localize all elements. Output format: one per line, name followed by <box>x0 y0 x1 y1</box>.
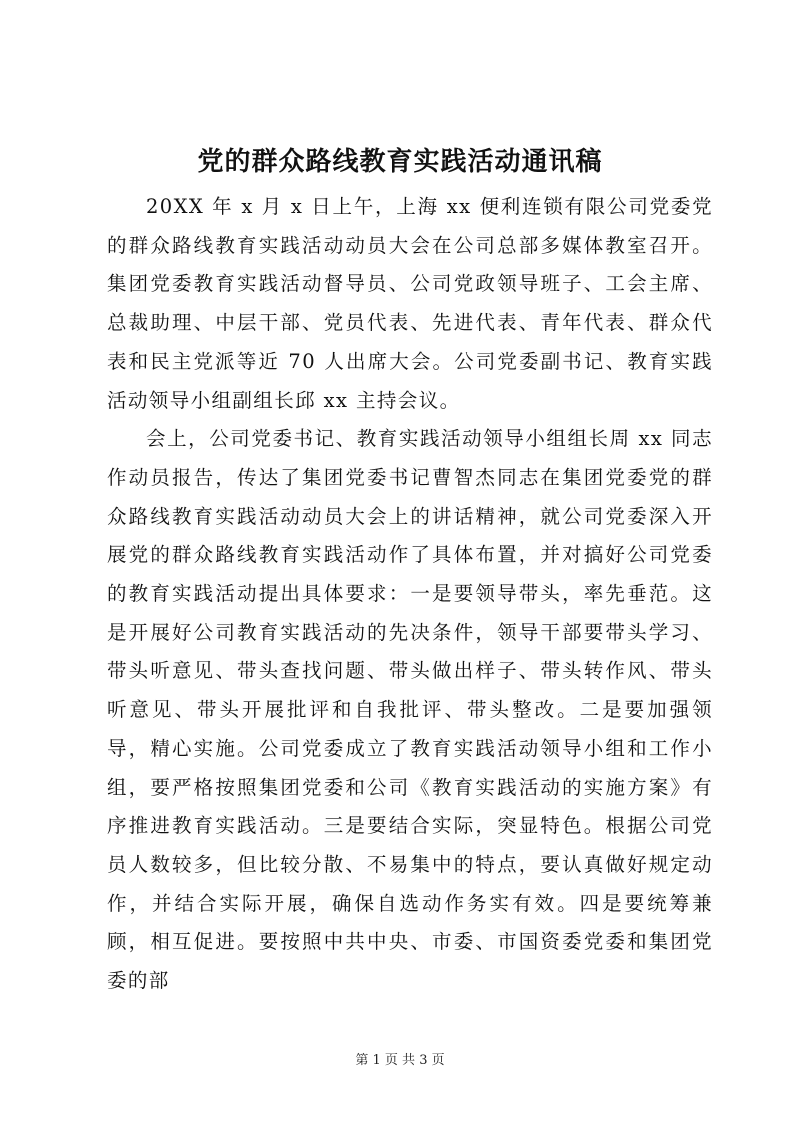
document-title: 党的群众路线教育实践活动通讯稿 <box>197 147 603 177</box>
paragraph-1: 20XX 年 x 月 x 日上午，上海 xx 便利连锁有限公司党委党的群众路线教育实践活动动员大会在公司总部多媒体教室召开。集团党委教育实践活动督导员、公司党政领导班子、工会主席、总裁助理、中层干部、党员代表、先进代表、青年代表、群众代表和民主党派等近 70 人出席大会。公司党委副书记、教育实践活动领导小组副组长邱 xx 主持会议。 <box>107 195 713 412</box>
paragraph-2: 会上，公司党委书记、教育实践活动领导小组组长周 xx 同志作动员报告，传达了集团党委书记曹智杰同志在集团党委党的群众路线教育实践活动动员大会上的讲话精神，就公司党委深入开展党的群众路线教育实践活动作了具体布置，并对搞好公司党委的教育实践活动提出具体要求：一是要领导带头，率先垂范。这是开展好公司教育实践活动的先决条件，领导干部要带头学习、带头听意见、带头查找问题、带头做出样子、带头转作风、带头听意见、带头开展批评和自我批评、带头整改。二是要加强领导，精心实施。公司党委成立了教育实践活动领导小组和工作小组，要严格按照集团党委和公司《教育实践活动的实施方案》有序推进教育实践活动。三是要结合实际，突显特色。根据公司党员人数较多，但比较分散、不易集中的特点，要认真做好规定动作，并结合实际开展，确保自选动作务实有效。四是要统筹兼顾，相互促进。要按照中共中央、市委、市国资委党委和集团党委的部 <box>107 427 713 993</box>
page-number-footer: 第 1 页 共 3 页 <box>355 1053 445 1068</box>
document-body <box>107 188 713 1001</box>
